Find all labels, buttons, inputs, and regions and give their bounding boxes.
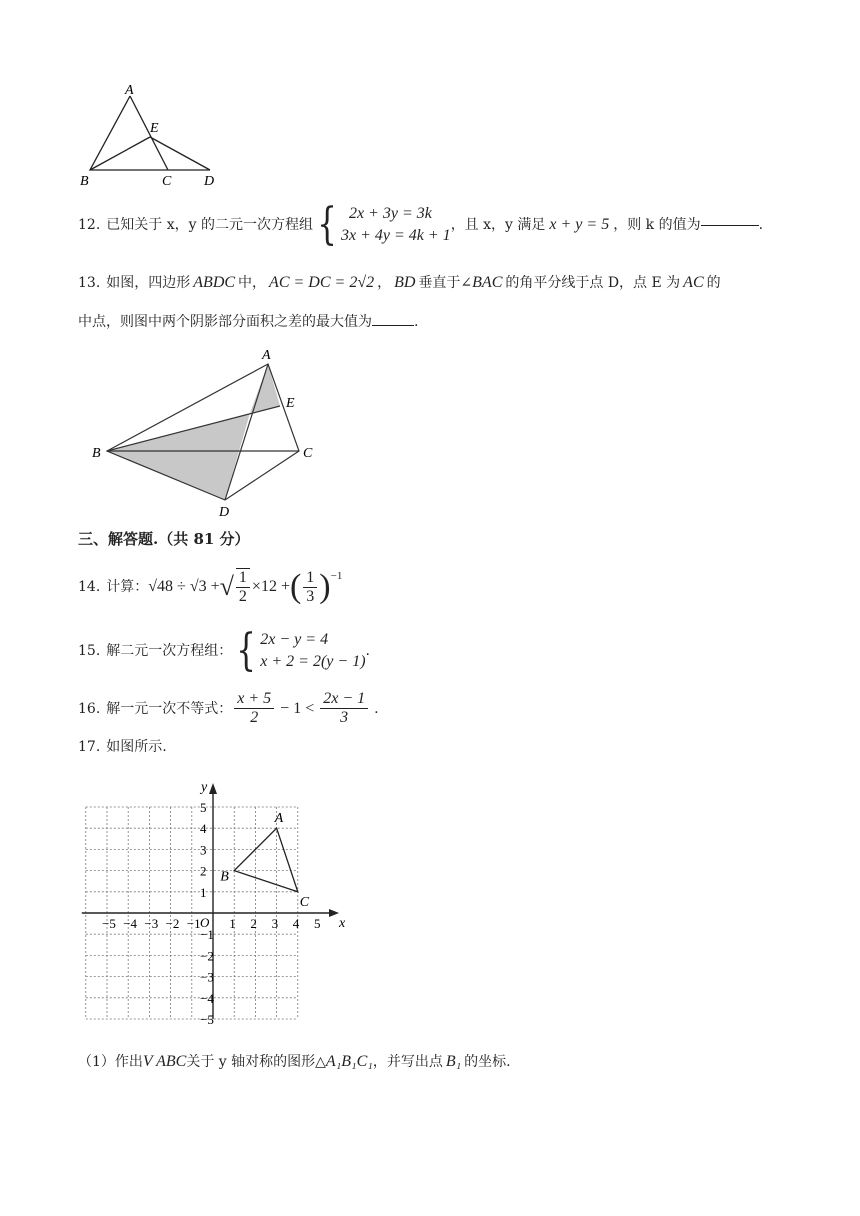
y-tick-label: −1 — [200, 927, 214, 943]
q13-text-c: ， — [377, 275, 392, 291]
q15-text: 解二元一次方程组： — [106, 643, 233, 659]
q12-answer-blank[interactable] — [701, 225, 759, 226]
q16-rhs-den: 3 — [340, 709, 349, 726]
q14-paren-fraction — [303, 569, 317, 606]
triangle-figure-q11 — [70, 80, 230, 190]
q17-sub1-point: B₁ — [445, 1053, 462, 1070]
q13-bd: BD — [394, 274, 416, 291]
point-label-b: B — [220, 869, 229, 885]
point-label-a: A — [274, 811, 284, 827]
q14-fraction — [236, 568, 250, 606]
q13-text-f: 的 — [706, 275, 721, 291]
q14-exponent: −1 — [330, 570, 343, 582]
origin-label: O — [200, 915, 210, 930]
q13-label-e: E — [286, 396, 295, 411]
q13-label-d: D — [219, 505, 230, 520]
x-tick-label: 4 — [292, 916, 300, 931]
question-16 — [78, 690, 379, 727]
y-tick-label: −3 — [200, 969, 214, 985]
q15-eq2: x + 2 = 2(y − 1) — [260, 653, 366, 670]
q16-rhs-num: 2x − 1 — [320, 690, 368, 709]
y-tick-label: 4 — [200, 821, 207, 837]
triangle-abc — [234, 828, 298, 892]
q13-number: 13. — [78, 275, 101, 291]
q13-label-b: B — [92, 446, 101, 461]
x-tick-label: −1 — [186, 916, 201, 931]
y-axis-label: y — [201, 780, 208, 795]
question-17 — [78, 737, 167, 757]
fig11-label-b: B — [80, 174, 89, 189]
question-13-line1 — [78, 273, 721, 293]
q17-sub1-triangle2: A₁B₁C₁ — [325, 1053, 373, 1070]
y-tick-label: −2 — [200, 948, 214, 964]
q13-label-c: C — [303, 446, 313, 461]
question-17-part-1 — [78, 1052, 511, 1072]
q13-text-d: 垂直于∠ — [418, 275, 473, 291]
q12-eq1: 2x + 3y = 3k — [348, 205, 432, 222]
q16-lhs-num: x + 5 — [234, 690, 274, 709]
y-tick-label: 5 — [200, 800, 207, 815]
question-15 — [78, 625, 370, 676]
fig11-label-d: D — [204, 174, 215, 189]
question-12 — [78, 199, 764, 250]
y-tick-label: −5 — [200, 1012, 214, 1027]
x-tick-label: 5 — [314, 916, 321, 931]
q13-text-e: 的角平分线于点 D，点 E 为 — [505, 275, 681, 291]
y-tick-label: 3 — [200, 842, 207, 858]
x-tick-label: −2 — [165, 916, 180, 931]
q13-answer-blank[interactable] — [372, 325, 414, 326]
q13-equation: AC = DC = 2√2 — [269, 274, 375, 291]
q16-rhs-fraction — [320, 690, 368, 727]
q13-quad: ABDC — [193, 274, 236, 291]
q13-line2: 中点，则图中两个阴影部分面积之差的最大值为 — [78, 314, 372, 330]
x-tick-label: −5 — [102, 916, 116, 931]
x-axis-arrow — [329, 909, 339, 917]
q12-end: . — [758, 217, 764, 233]
q13-text-a: 如图，四边形 — [106, 275, 191, 291]
q14-text: 计算： — [106, 579, 149, 595]
fig11-ac — [130, 96, 168, 170]
q15-end: . — [365, 643, 370, 659]
y-tick-label: 2 — [200, 863, 207, 879]
y-axis-arrow — [209, 783, 217, 794]
q13-ac: AC — [683, 274, 704, 291]
y-tick-label: 1 — [200, 884, 207, 900]
q17-sub1-prefix: （1）作出 — [78, 1054, 143, 1070]
q15-eq1: 2x − y = 4 — [260, 631, 329, 648]
q12-text-after: ，则 k 的值为 — [613, 217, 701, 233]
q12-equation-system: { 2x + 3y = 3k 3x + 4y = 4k + 1 — [317, 199, 451, 250]
q14-number: 14. — [78, 579, 101, 595]
x-tick-label: −4 — [123, 916, 138, 931]
x-tick-label: 1 — [229, 916, 236, 931]
section-3-heading: 三、解答题.（共 81 分） — [78, 530, 250, 548]
q13-text-b: 中， — [238, 275, 267, 291]
q13-bac: BAC — [472, 274, 503, 291]
x-tick-label: −3 — [144, 916, 159, 931]
x-axis-label: x — [339, 916, 346, 931]
q16-mid: − 1 < — [280, 699, 315, 717]
x-tick-label: 3 — [271, 916, 279, 931]
q17-sub1-mid: 关于 y 轴对称的图形△ — [186, 1054, 326, 1070]
q12-condition: x + y = 5 — [549, 216, 610, 233]
q16-number: 16. — [78, 700, 101, 717]
fig11-label-a: A — [125, 83, 134, 98]
q14-expr-a: √48 ÷ √3 + — [148, 578, 220, 595]
q13-end: . — [414, 314, 419, 330]
question-14: 14. 计算： √48 ÷ √3 + √ $\frac{1}{2}$ ×12 + ( $\frac{1}{3}$ ) −1 — [78, 568, 343, 605]
q16-lhs-fraction — [234, 690, 274, 727]
x-tick-label: 2 — [250, 916, 257, 931]
fig11-label-e: E — [150, 121, 159, 136]
question-13-line2 — [78, 312, 418, 332]
q16-text: 解一元一次不等式： — [106, 700, 233, 717]
q17-number: 17. — [78, 739, 101, 755]
q15-equation-system: { 2x − y = 4 x + 2 = 2(y − 1) — [236, 625, 366, 676]
q12-number: 12. — [78, 217, 101, 233]
q17-sub1-end: 的坐标. — [464, 1054, 511, 1070]
y-tick-label: −4 — [200, 990, 214, 1006]
q14-mult: ×12 + — [251, 578, 290, 595]
quadrilateral-figure-q13 — [85, 343, 325, 518]
q12-text-before: 已知关于 x，y 的二元一次方程组 — [106, 217, 313, 233]
q16-lhs-den: 2 — [250, 709, 259, 726]
q17-text: 如图所示. — [106, 739, 167, 755]
q15-number: 15. — [78, 643, 101, 659]
q16-end: . — [374, 700, 379, 717]
point-label-c: C — [299, 894, 310, 910]
q17-sub1-triangle: V ABC — [142, 1053, 187, 1070]
q12-text-middle: ，且 x，y 满足 — [450, 217, 546, 233]
coordinate-grid-q17 — [72, 768, 346, 1030]
q14-paren-num: 1 — [303, 569, 317, 588]
q14-frac-num: 1 — [236, 569, 250, 588]
fig11-label-c: C — [162, 174, 172, 189]
q12-eq2: 3x + 4y = 4k + 1 — [340, 227, 451, 244]
q17-sub1-after: ，并写出点 — [372, 1054, 443, 1070]
q14-paren-den: 3 — [306, 587, 315, 605]
q13-label-a: A — [262, 348, 271, 363]
q14-frac-den: 2 — [238, 588, 247, 605]
